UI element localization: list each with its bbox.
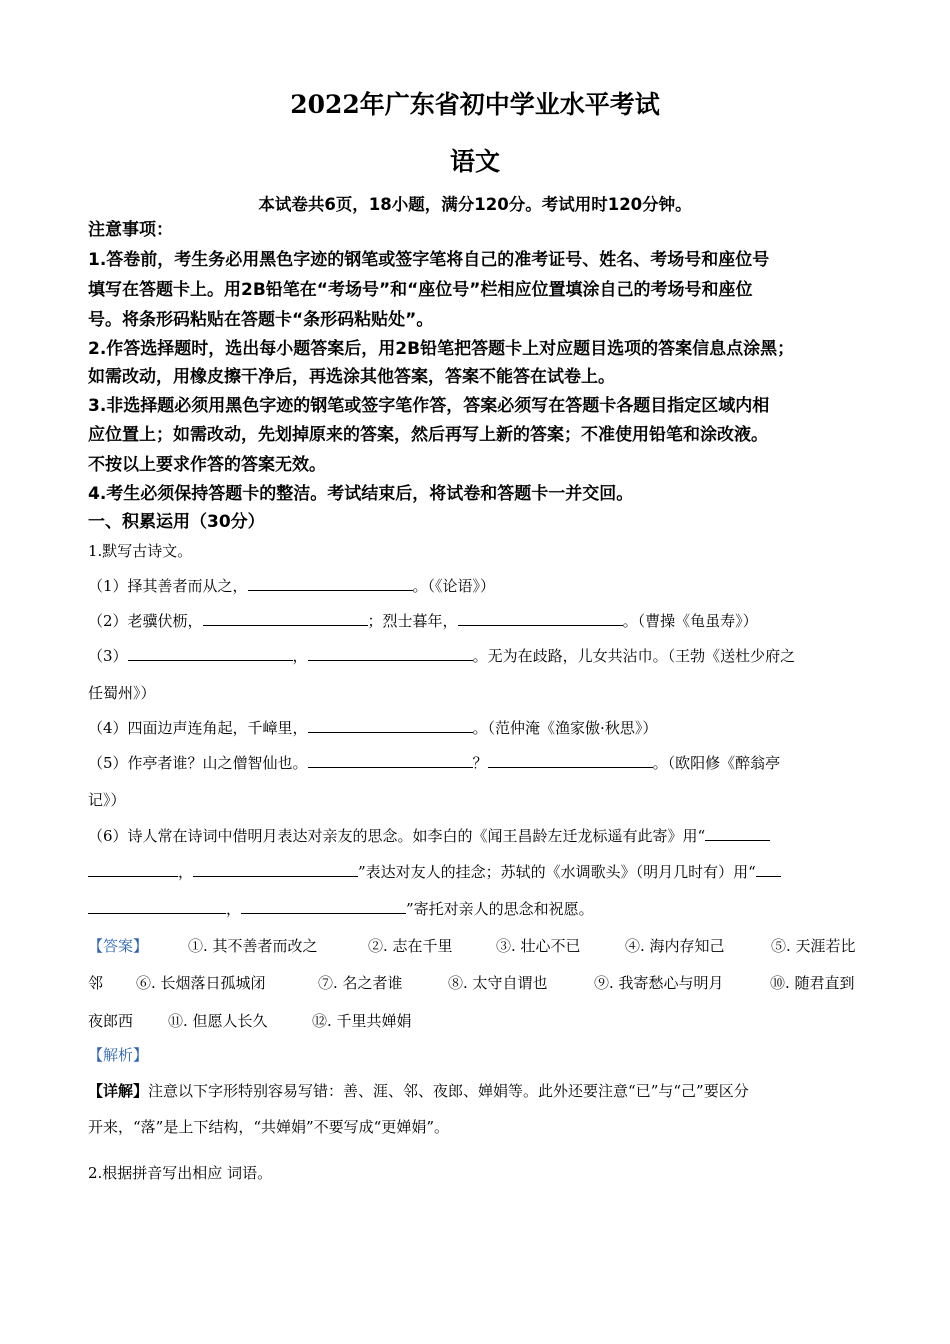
answer-blank[interactable] xyxy=(705,826,770,841)
answer-item: 夜郎西 xyxy=(88,1012,134,1030)
answer-blank[interactable] xyxy=(248,576,413,591)
notice-line: 填写在答题卡上。用2B铅笔在“考场号”和“座位号”栏相应位置填涂自己的考场号和座位 xyxy=(88,280,753,300)
answer-blank[interactable] xyxy=(203,611,368,626)
answer-item: ⑫. 千里共婵娟 xyxy=(312,1012,412,1030)
answer-blank[interactable] xyxy=(308,646,473,661)
answer-blank[interactable] xyxy=(756,862,781,877)
question-stem: 1.默写古诗文。 xyxy=(88,542,193,560)
question-part-1: （1）择其善者而从之， 。（《论语》） xyxy=(88,577,496,595)
answer-item: ⑤. 天涯若比 xyxy=(771,937,856,955)
notice-line: 4.考生必须保持答题卡的整洁。考试结束后，将试卷和答题卡一并交回。 xyxy=(88,484,634,504)
answer-blank[interactable] xyxy=(88,899,226,914)
answer-blank[interactable] xyxy=(241,899,406,914)
answer-blank[interactable] xyxy=(128,646,293,661)
answer-item: ①. 其不善者而改之 xyxy=(188,937,318,955)
section-heading: 一、积累运用（30分） xyxy=(88,512,265,532)
question-part-6-line3: ， ”寄托对亲人的思念和祝愿。 xyxy=(88,899,594,919)
answer-blank[interactable] xyxy=(193,862,358,877)
notice-line: 号。将条形码粘贴在答题卡“条形码粘贴处”。 xyxy=(88,310,434,330)
notice-line: 不按以上要求作答的答案无效。 xyxy=(88,455,326,475)
answer-item: ②. 志在千里 xyxy=(368,937,453,955)
question-part-5: （5）作亭者谁？山之僧智仙也。 ？ 。（欧阳修《醉翁亭 xyxy=(88,754,781,772)
answer-item: ③. 壮心不已 xyxy=(496,937,581,955)
exam-info: 本试卷共6页，18小题，满分120分。考试用时120分钟。 xyxy=(258,195,692,214)
answer-blank[interactable] xyxy=(308,753,473,768)
answer-item: ④. 海内存知己 xyxy=(625,937,725,955)
analysis-tag: 【解析】 xyxy=(88,1046,149,1064)
answer-item: ⑩. 随君直到 xyxy=(770,974,855,992)
question-part-6-line2: ， ”表达对友人的挂念；苏轼的《水调歌头》（明月几时有）用“ xyxy=(88,862,781,882)
answer-item: 邻 xyxy=(88,974,104,992)
question-part-3-cont: 任蜀州》） xyxy=(88,684,156,702)
question-part-3: （3） ， 。无为在歧路，儿女共沾巾。（王勃《送杜少府之 xyxy=(88,647,796,665)
notice-line: 如需改动，用橡皮擦干净后，再选涂其他答案，答案不能答在试卷上。 xyxy=(88,367,615,387)
notice-line: 2.作答选择题时，选出每小题答案后，用2B铅笔把答题卡上对应题目选项的答案信息点涂黑； xyxy=(88,339,795,359)
answer-item: ⑪. 但愿人长久 xyxy=(168,1012,268,1030)
question-part-2: （2）老骥伏枥， ；烈士暮年， 。（曹操《龟虽寿》） xyxy=(88,612,758,630)
notice-line: 3.非选择题必须用黑色字迹的钢笔或签字笔作答，答案必须写在答题卡各题目指定区域内相 xyxy=(88,396,770,416)
page-title: 2022年广东省初中学业水平考试 xyxy=(290,90,660,119)
answer-item: ⑦. 名之者谁 xyxy=(318,974,403,992)
subject-title: 语文 xyxy=(449,147,500,176)
answer-item: ⑨. 我寄愁心与明月 xyxy=(594,974,724,992)
question-part-5-cont: 记》） xyxy=(88,791,126,809)
answer-item: ⑧. 太守自谓也 xyxy=(448,974,548,992)
answer-tag: 【答案】 xyxy=(88,937,149,955)
question-part-6: （6）诗人常在诗词中借明月表达对亲友的思念。如李白的《闻王昌龄左迁龙标遥有此寄》用“ xyxy=(88,826,770,846)
answer-blank[interactable] xyxy=(308,718,473,733)
analysis-detail-cont: 开来，“落”是上下结构，“共婵娟”不要写成“更婵娟”。 xyxy=(88,1118,450,1136)
answer-blank[interactable] xyxy=(88,862,178,877)
question-stem: 2.根据拼音写出相应 词语。 xyxy=(88,1164,273,1182)
answer-item: ⑥. 长烟落日孤城闭 xyxy=(136,974,266,992)
analysis-detail: 【详解】注意以下字形特别容易写错：善、涯、邻、夜郎、婵娟等。此外还要注意“已”与“己”要区分 xyxy=(88,1082,749,1100)
answer-blank[interactable] xyxy=(488,753,653,768)
question-part-4: （4）四面边声连角起，千嶂里， 。（范仲淹《渔家傲·秋思》） xyxy=(88,719,658,737)
answer-blank[interactable] xyxy=(458,611,623,626)
notice-line: 1.答卷前，考生务必用黑色字迹的钢笔或签字笔将自己的准考证号、姓名、考场号和座位号 xyxy=(88,250,770,270)
notice-line: 应位置上；如需改动，先划掉原来的答案，然后再写上新的答案；不准使用铅笔和涂改液。 xyxy=(88,425,768,445)
notice-heading: 注意事项： xyxy=(88,220,173,240)
